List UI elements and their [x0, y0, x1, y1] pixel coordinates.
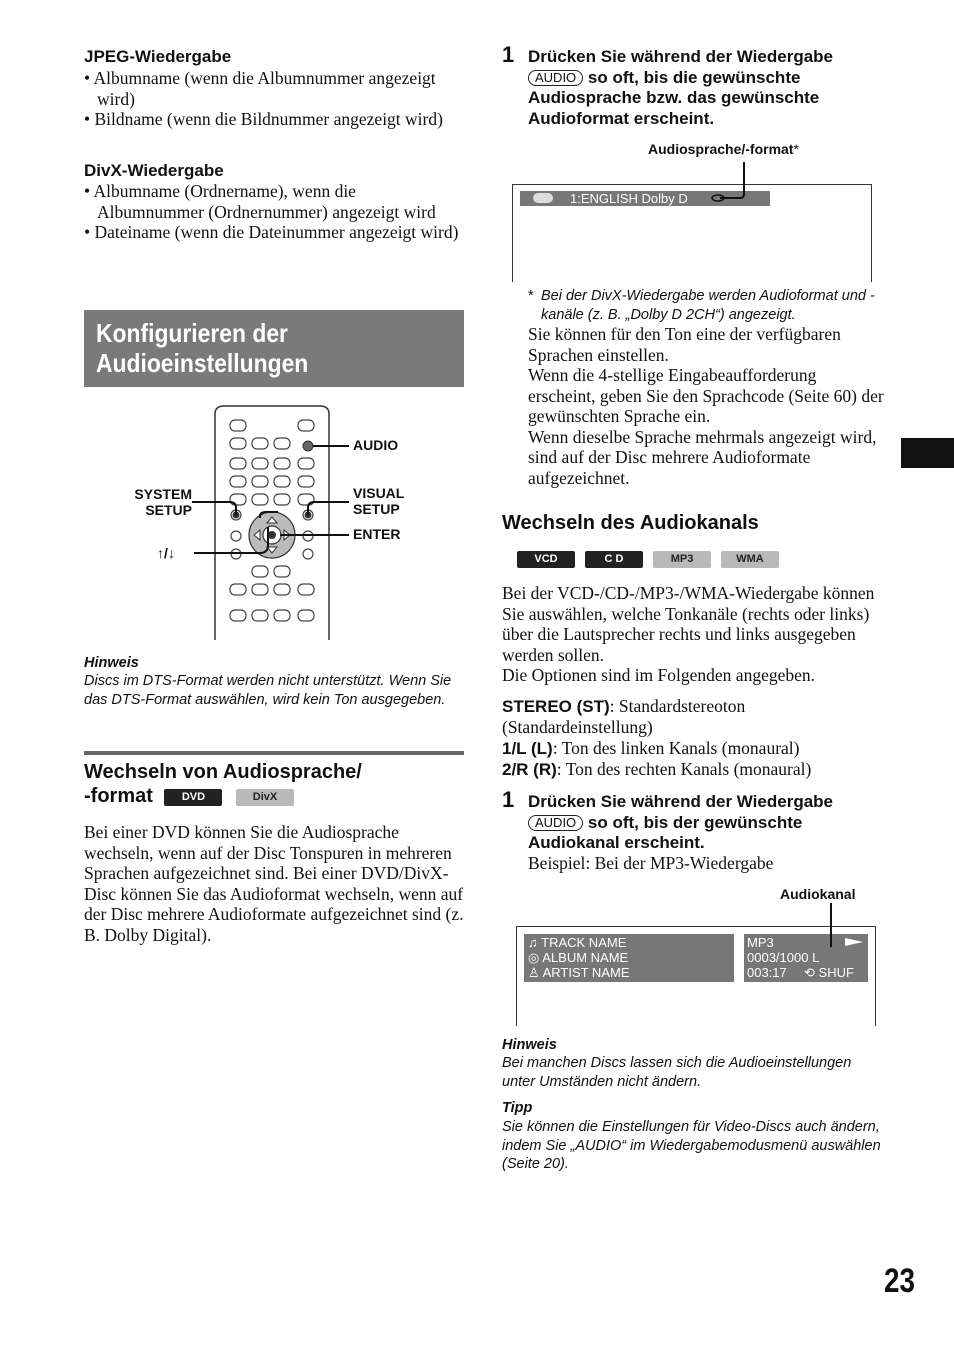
track-row: ♫ TRACK NAME — [528, 935, 627, 950]
sub-heading-audio-language: Wechseln von Audiosprache/ -format DVD DivX — [84, 761, 362, 807]
step2-number: 1 — [502, 787, 515, 812]
option-left: 1/L (L): Ton des linken Kanals (monaural) — [502, 737, 800, 758]
page-number: 23 — [884, 1262, 916, 1300]
remote-label-enter: ENTER — [353, 526, 401, 542]
tip-heading: Tipp — [502, 1100, 533, 1116]
time-text: 003:17 — [747, 965, 787, 980]
disc-icon: ◎ — [528, 950, 540, 965]
badge-wma: WMA — [721, 551, 779, 568]
note-heading: Hinweis — [84, 655, 139, 671]
screen2-status-panel — [744, 934, 868, 982]
badge-dvd: DVD — [164, 789, 222, 806]
jpeg-heading: JPEG-Wiedergabe — [84, 47, 232, 66]
screen2-label: Audiokanal — [780, 886, 856, 902]
album-row: ◎ ALBUM NAME — [528, 950, 629, 965]
option-right: 2/R (R): Ton des rechten Kanals (monaural) — [502, 758, 812, 779]
format-badges — [517, 549, 779, 568]
note-text-right: Bei manchen Discs lassen sich die Audioeinstellungen unter Umständen nicht ändern. — [502, 1055, 852, 1090]
person-icon: ♙ — [528, 965, 540, 980]
artist-row: ♙ ARTIST NAME — [528, 965, 630, 980]
note-heading-right: Hinweis — [502, 1037, 557, 1053]
list-item: • Albumname (wenn die Albumnummer angezeigt wird) — [84, 68, 436, 109]
jpeg-list — [84, 68, 464, 130]
format-text: MP3 — [747, 935, 774, 950]
audio-button-label: AUDIO — [528, 815, 583, 831]
badge-cd: C D — [585, 551, 643, 568]
option-stereo: STEREO (ST): Standardstereoton (Standardeinstellung) — [502, 696, 746, 737]
footnote-mark: * — [528, 288, 534, 304]
section-title-banner — [84, 310, 464, 387]
track-counter: 0003/1000 L — [747, 950, 820, 965]
screen1-label: Audiosprache/-format* — [648, 141, 799, 157]
list-item: • Albumname (Ordnername), wenn die Albumnummer (Ordnernummer) angezeigt wird — [84, 181, 436, 222]
remote-label-audio: AUDIO — [353, 437, 399, 453]
screen2-info-panel — [524, 934, 734, 982]
channel-paragraph: Bei der VCD-/CD-/MP3-/WMA-Wiedergabe können Sie auswählen, welche Tonkanäle (rechts oder links) über die Lautsprecher rechts und links ausgegeben werden sollen. Die Optionen sind im Folgenden angegeben. — [502, 583, 875, 685]
audio-language-paragraph: Bei einer DVD können Sie die Audiosprache wechseln, wenn auf der Disc Tonspuren in mehreren Sprachen aufgezeichnet sind. Bei einer DVD/DivX-Disc können Sie das Audioformat wechseln, wenn auf der Disc mehrere Audioformate aufgezeichnet sind (z. B. Dolby Digital). — [84, 822, 464, 945]
section-title-line2: Audioeinstellungen — [96, 348, 309, 378]
footnote: Bei der DivX-Wiedergabe werden Audioformat und -kanäle (z. B. „Dolby D 2CH“) angezeigt. — [541, 288, 875, 323]
note-icon: ♫ — [528, 935, 538, 950]
divx-heading: DivX-Wiedergabe — [84, 161, 224, 180]
screen1-pointer — [706, 160, 756, 206]
step1-instruction: Drücken Sie während der Wiedergabe AUDIO so oft, bis die gewünschte Audiosprache bzw. das gewünschte Audioformat erscheint. — [528, 47, 833, 128]
badge-divx: DivX — [236, 789, 294, 806]
remote-label-system-setup: SYSTEM SETUP — [134, 486, 192, 518]
remote-label-visual-setup: VISUAL SETUP — [353, 485, 405, 517]
chapter-tab — [901, 438, 954, 468]
badge-mp3: MP3 — [653, 551, 711, 568]
divx-list — [84, 181, 464, 243]
section-title-line1: Konfigurieren der — [96, 318, 288, 348]
list-item: • Dateiname (wenn die Dateinummer angezeigt wird) — [84, 222, 459, 242]
language-explanation: Sie können für den Ton eine der verfügbaren Sprachen einstellen. Wenn die 4-stellige Eingabeaufforderung erscheint, geben Sie den Sprachcode (Seite 60) der gewünschten Sprache ein. Wenn dieselbe Sprache mehrmals angezeigt wird, sind auf der Disc mehrere Audioformate aufgezeichnet. — [528, 324, 884, 488]
section-divider — [84, 751, 464, 755]
screen2-pointer — [830, 903, 832, 947]
shuffle-status: ⟲ SHUF — [804, 965, 854, 980]
step1-number: 1 — [502, 42, 515, 67]
repeat-icon: ⟲ — [804, 965, 815, 980]
screen1-text: 1:ENGLISH Dolby D — [570, 191, 688, 206]
remote-control-illustration — [84, 400, 464, 640]
channel-options — [502, 696, 886, 780]
dolby-icon — [533, 193, 553, 203]
audio-button-label: AUDIO — [528, 70, 583, 86]
sub-heading-audio-channel: Wechseln des Audiokanals — [502, 512, 759, 534]
list-item: • Bildname (wenn die Bildnummer angezeigt wird) — [84, 109, 443, 129]
note-text: Discs im DTS-Format werden nicht unterstützt. Wenn Sie das DTS-Format auswählen, wird kein Ton ausgegeben. — [84, 673, 452, 708]
badge-vcd: VCD — [517, 551, 575, 568]
play-icon — [845, 938, 863, 946]
step2-instruction: Drücken Sie während der Wiedergabe AUDIO so oft, bis der gewünschte Audiokanal erscheint. — [528, 792, 833, 852]
tip-text: Sie können die Einstellungen für Video-Discs auch ändern, indem Sie „AUDIO“ im Wiedergabemodusmenü auswählen (Seite 20). — [502, 1119, 881, 1172]
remote-label-arrows: ↑/↓ — [157, 545, 175, 561]
step2-example: Beispiel: Bei der MP3-Wiedergabe — [528, 853, 774, 873]
